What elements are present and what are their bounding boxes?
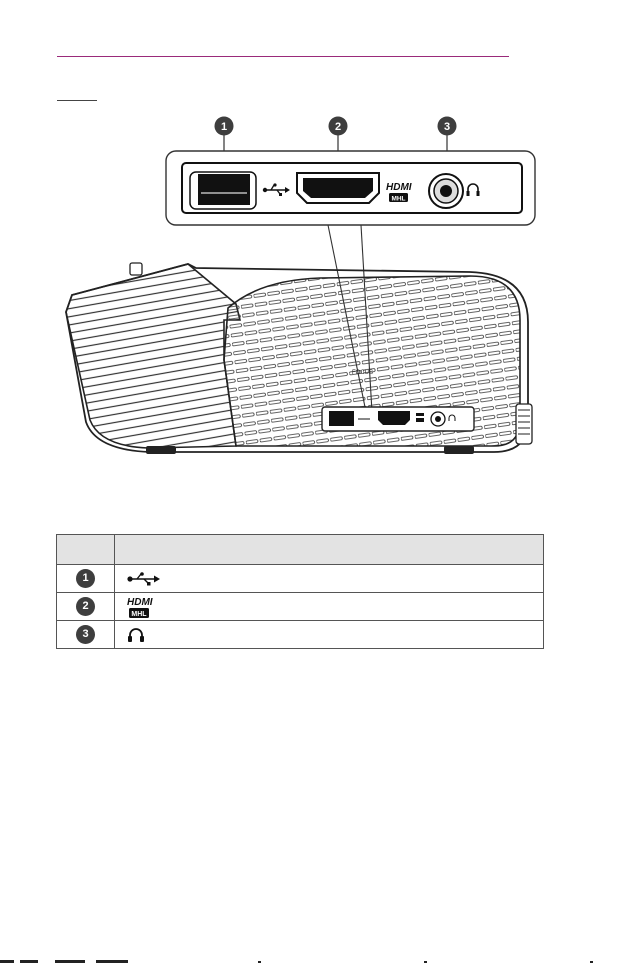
footer-crop-marks [0, 954, 625, 965]
usb-port [190, 172, 256, 209]
row-icon-cell [115, 565, 544, 593]
header-rule [57, 56, 509, 57]
row-number-badge: 2 [76, 597, 95, 616]
row-number-cell [57, 565, 115, 593]
row-number-badge: 1 [76, 569, 95, 588]
svg-text:HDMI: HDMI [386, 182, 412, 193]
svg-text:MHL: MHL [131, 610, 147, 618]
hdmi-mhl-logo [386, 182, 412, 203]
audio-jack [429, 174, 463, 208]
table-header-description [115, 535, 544, 565]
table-header-number [57, 535, 115, 565]
usb-icon [127, 572, 161, 586]
callout-badge-2 [329, 117, 348, 136]
headphone-icon [127, 627, 145, 643]
magnified-port-panel [166, 151, 535, 225]
row-number-cell [57, 621, 115, 649]
svg-text:3: 3 [443, 121, 451, 133]
row-icon-cell [115, 621, 544, 649]
table-header-row [57, 535, 544, 565]
device-port-strip [322, 407, 474, 431]
svg-text:1: 1 [220, 121, 228, 133]
callout-badge-1 [215, 117, 234, 136]
row-icon-cell [115, 593, 544, 621]
table-row [57, 565, 544, 593]
row-number-cell [57, 593, 115, 621]
table-row [57, 621, 544, 649]
svg-text:MHL: MHL [391, 195, 406, 203]
hdmi-mhl-icon [127, 595, 167, 619]
port-table [56, 534, 544, 649]
row-number-badge: 3 [76, 625, 95, 644]
section-heading-rule [57, 100, 97, 101]
svg-text:FOCUS: FOCUS [352, 370, 373, 376]
svg-text:2: 2 [334, 121, 342, 133]
callout-badge-3 [438, 117, 457, 136]
hdmi-port [297, 173, 379, 203]
table-row [57, 593, 544, 621]
svg-text:HDMI: HDMI [127, 596, 153, 608]
projector-rear-diagram [0, 110, 625, 460]
